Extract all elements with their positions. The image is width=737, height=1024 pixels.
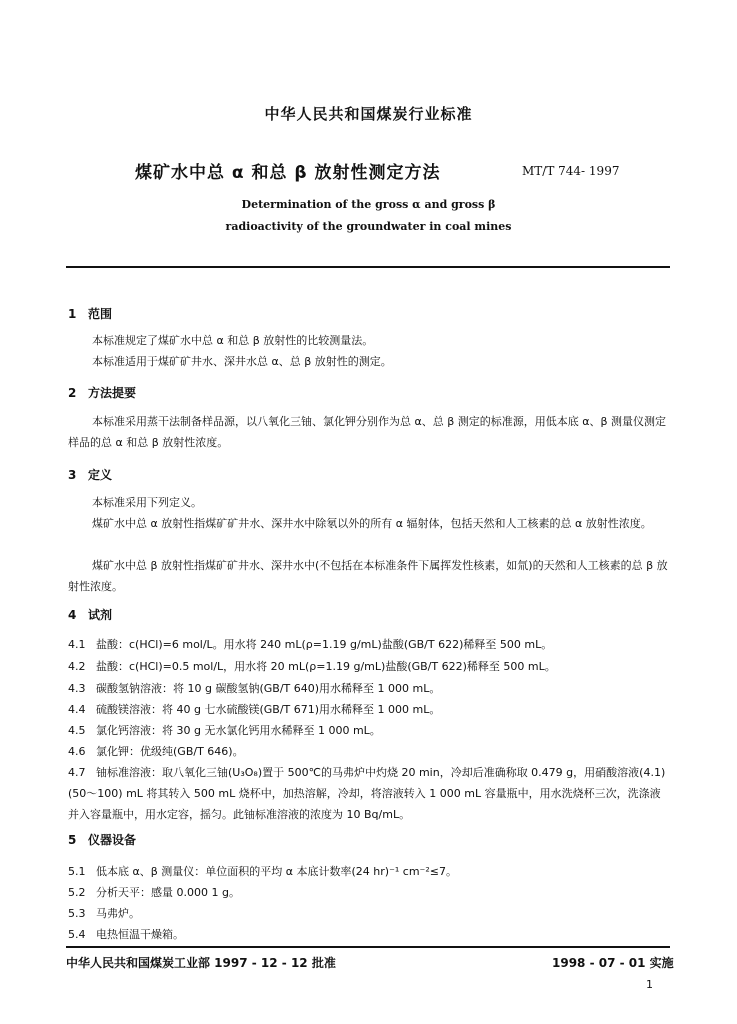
section-2-paragraph-1: 本标准采用蒸干法制备样品源，以八氧化三铀、氯化钾分别作为总 α、总 β 测定的标准源，用低本底 α、β 测量仪测定样品的总 α 和总 β 放射性浓度。: [68, 415, 667, 449]
section-3-heading: [68, 466, 112, 483]
list-item: 4.1 盐酸：c(HCl)=6 mol/L。用水将 240 mL(ρ=1.19 g/mL)盐酸(GB/T 622)稀释至 500 mL。: [68, 638, 553, 651]
section-title: 方法提要: [88, 386, 137, 400]
page-number: 1: [646, 978, 653, 991]
section-title: 试剂: [88, 608, 113, 622]
standard-code: MT/T 744- 1997: [522, 164, 620, 178]
approval-line: 中华人民共和国煤炭工业部 1997 - 12 - 12 批准: [66, 956, 336, 970]
implementation-line: 1998 - 07 - 01 实施: [552, 956, 674, 970]
list-item: 4.6 氯化钾：优级纯(GB/T 646)。: [68, 745, 244, 758]
list-item: 5.1 低本底 α、β 测量仪：单位面积的平均 α 本底计数率(24 hr)⁻¹ cm⁻²≤7。: [68, 865, 457, 878]
section-3-paragraph-3: 煤矿水中总 β 放射性指煤矿矿井水、深井水中(不包括在本标准条件下属挥发性核素，如氚)的天然和人工核素的总 β 放射性浓度。: [68, 559, 668, 593]
section-number: 4: [68, 608, 77, 622]
section-3-paragraph-1: 本标准采用下列定义。: [92, 496, 202, 509]
document-title: 煤矿水中总 α 和总 β 放射性测定方法: [135, 163, 441, 183]
list-item: 5.4 电热恒温干燥箱。: [68, 928, 184, 941]
section-title: 范围: [88, 307, 113, 321]
section-4-heading: [68, 606, 112, 623]
english-title-line-2: radioactivity of the groundwater in coal mines: [225, 220, 512, 233]
list-item: 4.7 铀标准溶液：取八氧化三铀(U₃O₈)置于 500℃的马弗炉中灼烧 20 min，冷却后准确称取 0.479 g，用硝酸溶液(4.1)(50～100) mL 将其转入 500 mL 烧杯中，加热溶解，冷却，将溶液转入 1 000 mL 容量瓶中，用水洗烧杯三次，洗涤液并入容量瓶中，用水定容，摇匀。此铀标准溶液的浓度为 10 Bq/mL。: [68, 766, 666, 821]
section-number: 5: [68, 833, 77, 847]
section-number: 3: [68, 468, 77, 482]
list-item: 4.3 碳酸氢钠溶液：将 10 g 碳酸氢钠(GB/T 640)用水稀释至 1 000 mL。: [68, 682, 441, 695]
section-number: 1: [68, 307, 77, 321]
section-1-heading: [68, 305, 112, 322]
section-1-paragraph-2: 本标准适用于煤矿矿井水、深井水总 α、总 β 放射性的测定。: [92, 355, 392, 368]
section-3-paragraph-2: 煤矿水中总 α 放射性指煤矿矿井水、深井水中除氡以外的所有 α 辐射体，包括天然和人工核素的总 α 放射性浓度。: [92, 517, 652, 530]
organization-heading: 中华人民共和国煤炭行业标准: [264, 105, 473, 123]
footer-divider: [66, 946, 670, 948]
section-1-paragraph-1: 本标准规定了煤矿水中总 α 和总 β 放射性的比较测量法。: [92, 334, 374, 347]
list-item: 5.3 马弗炉。: [68, 907, 140, 920]
header-divider: [66, 266, 670, 268]
list-item: 4.2 盐酸：c(HCl)=0.5 mol/L，用水将 20 mL(ρ=1.19 g/mL)盐酸(GB/T 622)稀释至 500 mL。: [68, 660, 556, 673]
section-title: 仪器设备: [88, 833, 137, 847]
list-item: 4.4 硫酸镁溶液：将 40 g 七水硫酸镁(GB/T 671)用水稀释至 1 000 mL。: [68, 703, 441, 716]
list-item: 4.5 氯化钙溶液：将 30 g 无水氯化钙用水稀释至 1 000 mL。: [68, 724, 381, 737]
section-title: 定义: [88, 468, 113, 482]
list-item: 5.2 分析天平：感量 0.000 1 g。: [68, 886, 240, 899]
section-number: 2: [68, 386, 77, 400]
english-title-line-1: Determination of the gross α and gross β: [241, 198, 496, 211]
section-2-heading: [68, 384, 136, 401]
section-5-heading: [68, 831, 136, 848]
